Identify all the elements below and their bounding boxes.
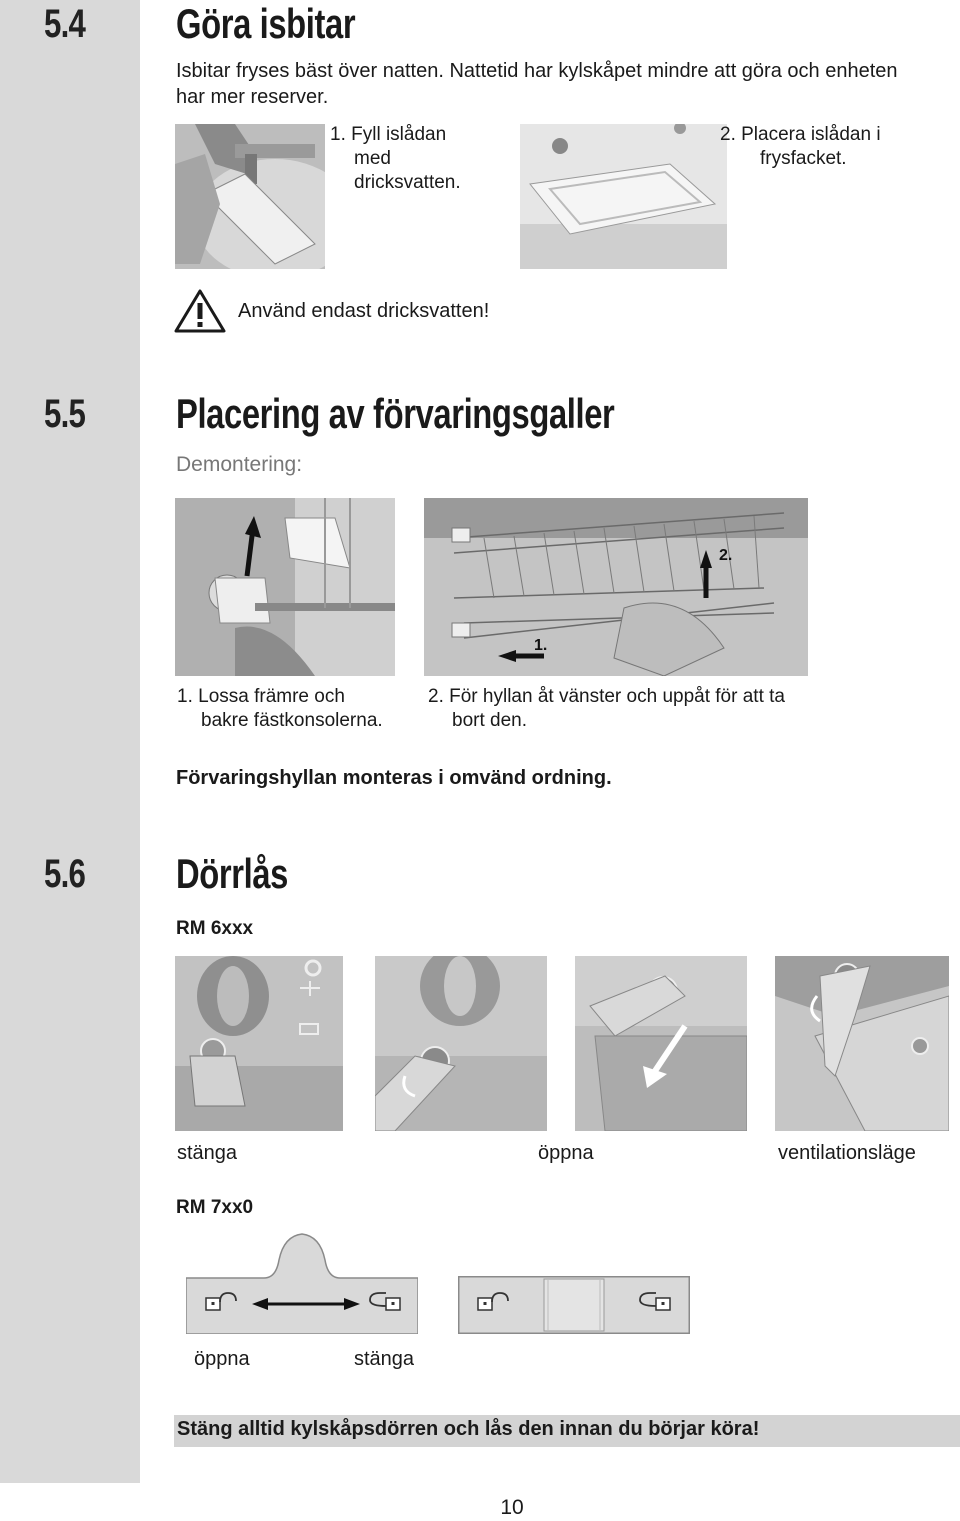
photo-lock-ventilation <box>775 956 949 1131</box>
photo-label-2: 2. <box>719 547 733 564</box>
caption-open: öppna <box>538 1142 594 1164</box>
photo-lock-open <box>575 956 747 1131</box>
final-warning-bar <box>174 1415 960 1447</box>
ice-step-2-line-2: frysfacket. <box>760 148 847 169</box>
final-warning-text: Stäng alltid kylskåpsdörren och lås den innan du börjar köra! <box>177 1418 760 1440</box>
photo-shelf-bracket <box>175 498 395 676</box>
section-number-5-5: 5.5 <box>44 392 86 436</box>
caption-ventilation: ventilationsläge <box>778 1142 916 1164</box>
lock-panel-diagram <box>458 1276 690 1334</box>
ice-intro-text: Isbitar fryses bäst över natten. Nattetid har kylskåpet mindre att göra och enheten har mer reserver. <box>176 60 898 108</box>
photo-storage-shelf-removal <box>424 498 808 676</box>
lock-label-close: stänga <box>354 1348 415 1370</box>
ice-step-1 <box>330 123 510 195</box>
lock-slider-diagram <box>186 1230 418 1334</box>
section-title-5-4: Göra isbitar <box>176 0 356 47</box>
photo-ice-tray-in-freezer <box>520 124 727 269</box>
sidebar-band <box>0 0 140 1483</box>
photo-lock-opening <box>375 956 547 1131</box>
ice-step-1-line-3: dricksvatten. <box>354 172 461 193</box>
section-title-5-5: Placering av förvaringsgaller <box>176 390 615 437</box>
shelf-step-2-line-1: 2. För hyllan åt vänster och uppåt för att ta <box>428 686 785 707</box>
ice-step-2-line-1: 2. Placera islådan i <box>720 124 881 145</box>
caption-close: stänga <box>177 1142 238 1164</box>
drinking-water-warning: Använd endast dricksvatten! <box>238 300 490 322</box>
photo-label-1: 1. <box>534 637 548 654</box>
shelf-step-2 <box>428 685 848 733</box>
reassembly-note: Förvaringshyllan monteras i omvänd ordning. <box>176 767 612 789</box>
section-number-5-6: 5.6 <box>44 852 86 896</box>
shelf-step-2-line-2: bort den. <box>452 710 527 731</box>
model-label-rm6: RM 6xxx <box>176 918 254 939</box>
subtitle-demontering: Demontering: <box>176 453 303 476</box>
photo-filling-ice-tray <box>175 124 325 269</box>
section-number-5-4: 5.4 <box>44 2 86 46</box>
page-number: 10 <box>500 1496 524 1519</box>
shelf-step-1 <box>177 685 417 733</box>
photo-lock-closed <box>175 956 343 1131</box>
lock-label-open: öppna <box>194 1348 250 1370</box>
ice-step-2 <box>720 123 940 171</box>
model-label-rm7: RM 7xx0 <box>176 1197 254 1218</box>
ice-step-1-line-2: med <box>354 148 391 169</box>
shelf-step-1-line-1: 1. Lossa främre och <box>177 686 345 707</box>
warning-triangle-icon <box>173 288 227 334</box>
ice-step-1-line-1: 1. Fyll islådan <box>330 124 447 145</box>
section-title-5-6: Dörrlås <box>176 850 288 897</box>
shelf-step-1-line-2: bakre fästkonsolerna. <box>201 710 383 731</box>
